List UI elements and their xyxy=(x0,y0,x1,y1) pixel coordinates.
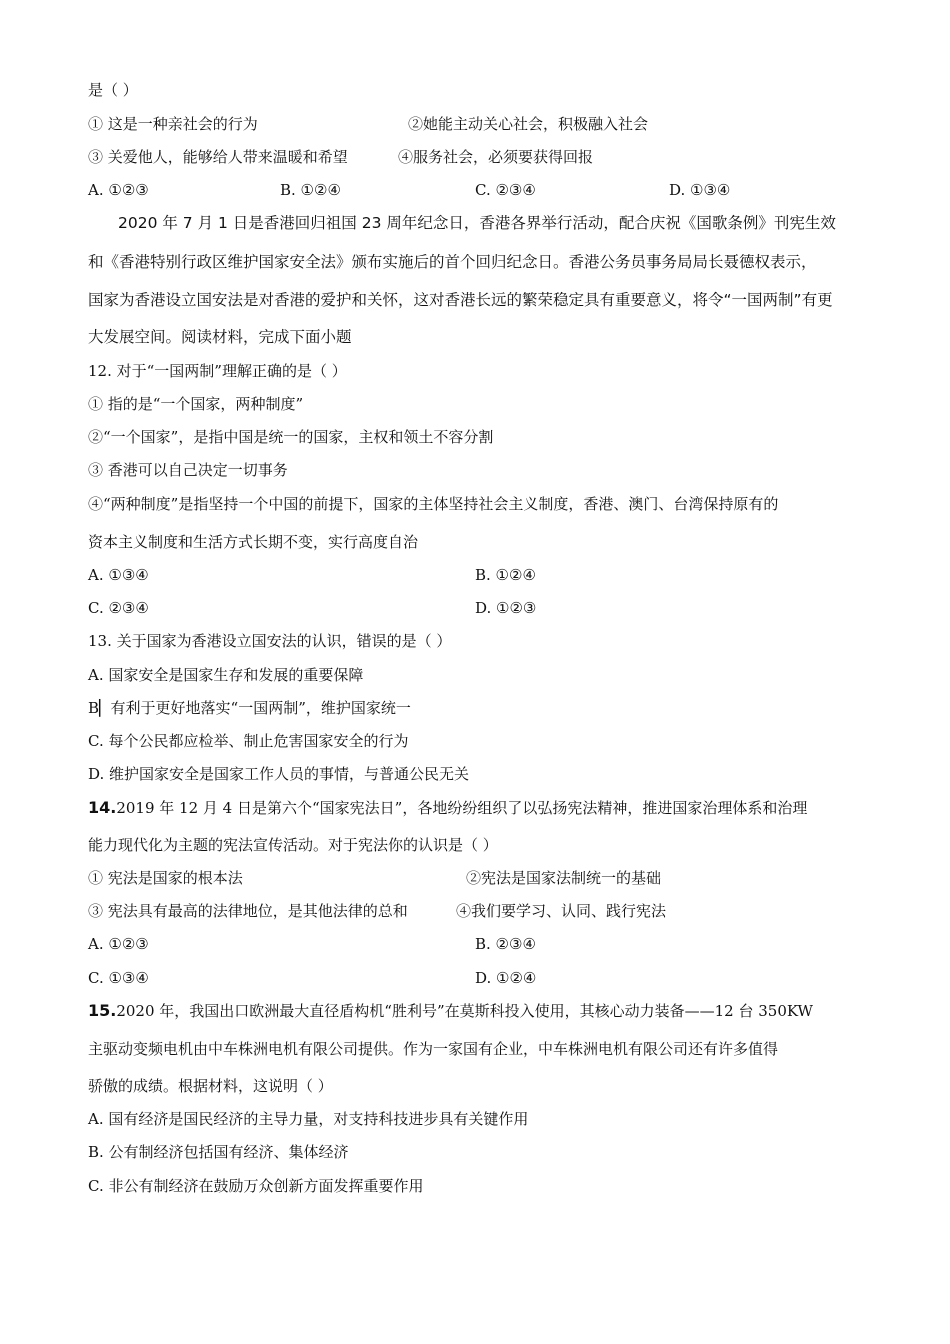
q12-option-a: A. ①③④ xyxy=(88,566,149,584)
q11-option-c: C. ②③④ xyxy=(475,181,536,199)
q11-statement-2: ②她能主动关心社会，积极融入社会 xyxy=(408,115,649,133)
q12-statement-1: ① 指的是“一个国家，两种制度” xyxy=(88,395,304,413)
q15-stem-c: 骄傲的成绩。根据材料，这说明（ ） xyxy=(88,1077,333,1095)
q11-stem-tail: 是（ ） xyxy=(88,81,138,99)
q13-option-d: D. 维护国家安全是国家工作人员的事情，与普通公民无关 xyxy=(88,765,470,783)
q12-stem: 12. 对于“一国两制”理解正确的是（ ） xyxy=(88,362,347,380)
material-line-1: 2020 年 7 月 1 日是香港回归祖国 23 周年纪念日，香港各界举行活动，配合庆祝《国歌条例》刊宪生效 xyxy=(118,214,836,232)
q15-number: 15. xyxy=(88,1001,117,1020)
q12-option-b: B. ①②④ xyxy=(475,566,536,584)
q12-option-c: C. ②③④ xyxy=(88,599,149,617)
material-line-4: 大发展空间。阅读材料，完成下面小题 xyxy=(88,328,352,346)
q15-stem-line-1 xyxy=(88,1001,813,1021)
material-line-3: 国家为香港设立国安法是对香港的爱护和关怀，这对香港长远的繁荣稳定具有重要意义，将令“一国两制”有更 xyxy=(88,291,833,309)
q15-option-b: B. 公有制经济包括国有经济、集体经济 xyxy=(88,1143,349,1161)
q11-statement-4: ④服务社会，必须要获得回报 xyxy=(398,148,594,166)
q14-option-a: A. ①②③ xyxy=(88,935,149,953)
q11-statement-1: ① 这是一种亲社会的行为 xyxy=(88,115,258,133)
q11-option-a: A. ①②③ xyxy=(88,181,149,199)
q14-stem-a: 2019 年 12 月 4 日是第六个“国家宪法日”，各地纷纷组织了以弘扬宪法精神，推进国家治理体系和治理 xyxy=(116,799,808,817)
q12-statement-2: ②“一个国家”，是指中国是统一的国家，主权和领土不容分割 xyxy=(88,428,494,446)
q15-option-a: A. 国有经济是国民经济的主导力量，对支持科技进步具有关键作用 xyxy=(88,1110,529,1128)
q14-statement-2: ②宪法是国家法制统一的基础 xyxy=(466,869,662,887)
q12-statement-4a: ④“两种制度”是指坚持一个中国的前提下，国家的主体坚持社会主义制度，香港、澳门、台湾保持原有的 xyxy=(88,495,779,513)
q13-option-b: B▏有利于更好地落实“一国两制”，维护国家统一 xyxy=(88,699,411,717)
q13-option-c: C. 每个公民都应检举、制止危害国家安全的行为 xyxy=(88,732,409,750)
q14-option-b: B. ②③④ xyxy=(475,935,536,953)
q11-option-b: B. ①②④ xyxy=(280,181,341,199)
q15-stem-b: 主驱动变频电机由中车株洲电机有限公司提供。作为一家国有企业，中车株洲电机有限公司还有许多值得 xyxy=(88,1040,779,1058)
q14-stem-line-1 xyxy=(88,798,807,818)
q13-stem: 13. 关于国家为香港设立国安法的认识，错误的是（ ） xyxy=(88,632,452,650)
q15-option-c: C. 非公有制经济在鼓励万众创新方面发挥重要作用 xyxy=(88,1177,424,1195)
q14-stem-b: 能力现代化为主题的宪法宣传活动。对于宪法你的认识是（ ） xyxy=(88,836,498,854)
q14-statement-1: ① 宪法是国家的根本法 xyxy=(88,869,243,887)
q11-statement-3: ③ 关爱他人，能够给人带来温暖和希望 xyxy=(88,148,348,166)
q11-option-d: D. ①③④ xyxy=(669,181,731,199)
q13-option-a: A. 国家安全是国家生存和发展的重要保障 xyxy=(88,666,364,684)
q14-option-d: D. ①②④ xyxy=(475,969,537,987)
q14-number: 14. xyxy=(88,798,117,817)
q14-option-c: C. ①③④ xyxy=(88,969,149,987)
q14-statement-3: ③ 宪法具有最高的法律地位，是其他法律的总和 xyxy=(88,902,408,920)
q14-statement-4: ④我们要学习、认同、践行宪法 xyxy=(456,902,667,920)
material-line-2: 和《香港特别行政区维护国家安全法》颁布实施后的首个回归纪念日。香港公务员事务局局长聂德权表示， xyxy=(88,253,817,271)
q12-statement-4b: 资本主义制度和生活方式长期不变，实行高度自治 xyxy=(88,533,419,551)
q12-option-d: D. ①②③ xyxy=(475,599,537,617)
q12-statement-3: ③ 香港可以自己决定一切事务 xyxy=(88,461,288,479)
q15-stem-a: 2020 年，我国出口欧洲最大直径盾构机“胜利号”在莫斯科投入使用，其核心动力装备——12 台 350KW xyxy=(116,1002,813,1020)
